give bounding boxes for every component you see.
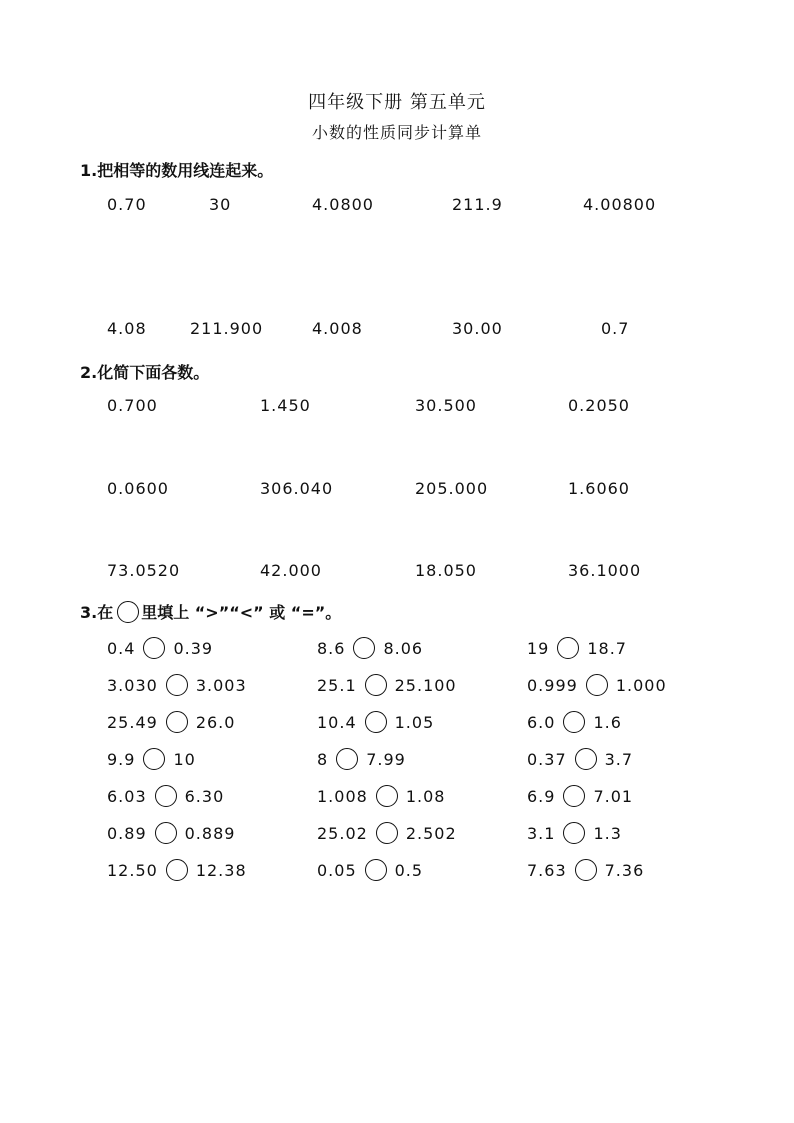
compare-left-value: 6.9 [527,786,556,806]
section1-heading: 1.把相等的数用线连起来。 [80,161,274,180]
match-bottom-item: 4.08 [107,319,147,338]
page-title: 四年级下册 第五单元 [308,92,486,113]
match-bottom-item: 4.008 [312,319,363,338]
compare-item [317,859,423,881]
compare-item [107,822,235,844]
simplify-item: 205.000 [415,479,489,498]
answer-circle[interactable] [557,637,579,659]
match-bottom-item: 30.00 [452,319,503,338]
answer-circle[interactable] [166,674,188,696]
compare-left-value: 0.37 [527,749,567,769]
compare-item [317,637,423,659]
answer-circle[interactable] [575,748,597,770]
compare-right-value: 6.30 [184,786,225,806]
answer-circle[interactable] [563,711,585,733]
compare-right-value: 1.000 [615,675,667,695]
section3-heading-after: 里填上 “>”“<” 或 “=”。 [141,603,342,622]
simplify-item: 18.050 [415,561,477,580]
answer-circle[interactable] [166,859,188,881]
compare-right-value: 26.0 [195,712,236,732]
compare-left-value: 3.1 [527,823,556,843]
compare-item [107,637,213,659]
circle-icon [117,601,139,623]
compare-right-value: 8.06 [383,638,424,658]
answer-circle[interactable] [376,822,398,844]
compare-item [317,748,406,770]
compare-left-value: 9.9 [107,749,136,769]
simplify-item: 1.450 [260,396,311,415]
compare-right-value: 0.39 [173,638,214,658]
compare-right-value: 18.7 [587,638,627,658]
simplify-item: 30.500 [415,396,477,415]
answer-circle[interactable] [143,748,165,770]
simplify-item: 0.0600 [107,479,169,498]
compare-right-value: 1.05 [394,712,435,732]
simplify-item: 73.0520 [107,561,181,580]
section2-heading: 2.化简下面各数。 [80,363,210,382]
answer-circle[interactable] [365,674,387,696]
compare-item [317,822,457,844]
compare-left-value: 25.49 [107,712,158,732]
match-top-item: 4.0800 [312,195,374,214]
compare-right-value: 1.08 [405,786,446,806]
answer-circle[interactable] [563,822,585,844]
compare-left-value: 1.008 [317,786,368,806]
compare-left-value: 12.50 [107,860,158,880]
answer-circle[interactable] [365,859,387,881]
compare-left-value: 19 [527,638,550,658]
compare-item [527,785,633,807]
compare-item [317,711,434,733]
simplify-item: 42.000 [260,561,322,580]
compare-right-value: 0.5 [394,860,424,880]
compare-left-value: 8 [317,749,329,769]
compare-right-value: 7.99 [366,749,406,769]
compare-right-value: 3.003 [195,675,247,695]
compare-item [527,637,627,659]
compare-left-value: 25.02 [317,823,368,843]
compare-left-value: 10.4 [317,712,357,732]
answer-circle[interactable] [575,859,597,881]
compare-right-value: 0.889 [184,823,236,843]
compare-right-value: 1.6 [593,712,622,732]
compare-right-value: 3.7 [604,749,634,769]
answer-circle[interactable] [563,785,585,807]
simplify-item: 0.2050 [568,396,630,415]
compare-left-value: 0.999 [527,675,578,695]
answer-circle[interactable] [586,674,608,696]
match-bottom-item: 0.7 [601,319,630,338]
match-top-item: 0.70 [107,195,147,214]
compare-item [107,859,247,881]
compare-left-value: 3.030 [107,675,158,695]
compare-left-value: 0.4 [107,638,136,658]
compare-item [317,785,445,807]
answer-circle[interactable] [155,822,177,844]
answer-circle[interactable] [353,637,375,659]
answer-circle[interactable] [166,711,188,733]
compare-item [527,859,644,881]
compare-item [527,711,622,733]
match-top-item: 4.00800 [583,195,657,214]
compare-left-value: 25.1 [317,675,357,695]
match-bottom-item: 211.900 [190,319,264,338]
compare-item [107,711,235,733]
simplify-item: 306.040 [260,479,334,498]
compare-right-value: 2.502 [405,823,457,843]
compare-item [527,674,667,696]
answer-circle[interactable] [336,748,358,770]
compare-left-value: 8.6 [317,638,346,658]
compare-left-value: 6.0 [527,712,556,732]
compare-left-value: 0.05 [317,860,357,880]
compare-item [527,822,622,844]
simplify-item: 0.700 [107,396,158,415]
compare-right-value: 12.38 [195,860,247,880]
compare-item [107,785,224,807]
match-top-item: 30 [209,195,232,214]
section3-heading [80,600,341,623]
compare-item [317,674,457,696]
simplify-item: 36.1000 [568,561,642,580]
compare-right-value: 7.36 [604,860,645,880]
answer-circle[interactable] [155,785,177,807]
answer-circle[interactable] [143,637,165,659]
simplify-item: 1.6060 [568,479,630,498]
compare-right-value: 1.3 [593,823,622,843]
compare-left-value: 0.89 [107,823,147,843]
match-top-item: 211.9 [452,195,503,214]
compare-item [527,748,633,770]
answer-circle[interactable] [365,711,387,733]
answer-circle[interactable] [376,785,398,807]
compare-item [107,748,196,770]
compare-item [107,674,247,696]
section3-heading-before: 3.在 [80,603,114,622]
compare-left-value: 7.63 [527,860,567,880]
page-subtitle: 小数的性质同步计算单 [311,123,482,142]
compare-right-value: 10 [173,749,196,769]
compare-left-value: 6.03 [107,786,147,806]
compare-right-value: 7.01 [593,786,634,806]
compare-right-value: 25.100 [394,675,457,695]
